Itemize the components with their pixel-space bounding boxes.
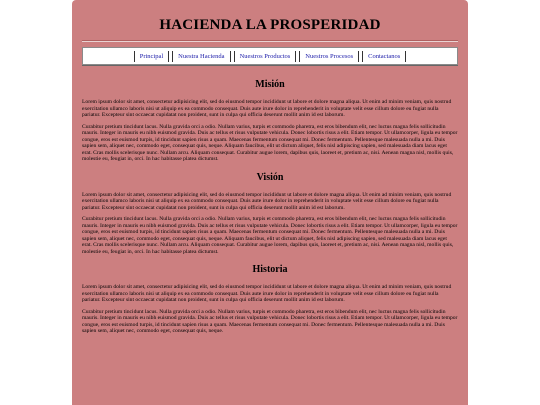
section-paragraph: Lorem ipsum dolor sit amet, consectetur adipisicing elit, sed do eiusmod tempor incididunt ut labore et dolore magna aliqua. Ut enim ad minim veniam, quis nostrud exercitation ullamco laboris nisi ut aliquip ex ea commodo consequat. Duis aute irure dolor in reprehenderit in voluptate velit esse cillum dolore eu fugiat nulla pariatur. Excepteur sint occaecat cupidatat non proident, sunt in culpa qui officia deserunt mollit anim id est laborum. [82, 191, 452, 211]
nav-link-principal[interactable]: Principal [139, 52, 164, 60]
nav-separator [358, 51, 359, 62]
nav-separator [362, 51, 363, 62]
nav-link-contactanos[interactable]: Contactanos [368, 52, 401, 60]
section-vision [82, 172, 458, 256]
main-nav [82, 47, 458, 65]
page-container [72, 0, 468, 405]
title-divider [82, 40, 458, 42]
nav-separator [168, 51, 169, 62]
section-mision [82, 79, 458, 163]
nav-separator [299, 51, 300, 62]
section-paragraph: Lorem ipsum dolor sit amet, consectetur adipisicing elit, sed do eiusmod tempor incididunt ut labore et dolore magna aliqua. Ut enim ad minim veniam, quis nostrud exercitation ullamco laboris nisi ut aliquip ex ea commodo consequat. Duis aute irure dolor in reprehenderit in voluptate velit esse cillum dolore eu fugiat nulla pariatur. Excepteur sint occaecat cupidatat non proident, sunt in culpa qui officia deserunt mollit anim id est laborum. [82, 99, 452, 118]
section-title: Visión [256, 171, 284, 183]
nav-separator [234, 51, 235, 62]
section-paragraph: Curabitur pretium tincidunt lacus. Nulla gravida orci a odio. Nullam varius, turpis et commodo pharetra, est eros bibendum elit, nec luctus magna felis sollicitudin mauris. Integer in mauris eu nibh euismod gravida. Duis ac tellus et risus vulputate vehicula. Donec lobortis risus a elit. Etiam tempor. Ut ullamcorper, ligula eu tempor congue, eros est euismod turpis, id tincidunt sapien risus a quam. Maecenas fermentum consequat mi. Donec fermentum. Pellentesque malesuada nulla a mi. Duis sapien sem, aliquet nec, commodo eget, consequat quis, neque. [82, 308, 458, 334]
nav-link-nuestra-hacienda[interactable]: Nuestra Hacienda [178, 52, 225, 60]
nav-separator [405, 51, 406, 62]
nav-link-nuestros-procesos[interactable]: Nuestros Procesos [305, 52, 354, 60]
nav-separator [295, 51, 296, 62]
site-title: HACIENDA LA PROSPERIDAD [159, 17, 381, 33]
section-title: Historia [252, 264, 288, 275]
main-content [72, 79, 468, 335]
section-historia [82, 264, 458, 335]
nav-separator [134, 51, 135, 62]
nav-link-nuestros-productos[interactable]: Nuestros Productos [239, 52, 291, 60]
nav-separator [172, 51, 173, 62]
section-paragraph: Curabitur pretium tincidunt lacus. Nulla gravida orci a odio. Nullam varius, turpis et commodo pharetra, est eros bibendum elit, nec luctus magna felis sollicitudin mauris. Integer in mauris eu nibh euismod gravida. Duis ac tellus et risus vulputate vehicula. Donec lobortis risus a elit. Etiam tempor. Ut ullamcorper, ligula eu tempor congue, eros est euismod turpis, id tincidunt sapien risus a quam. Maecenas fermentum consequat mi. Donec fermentum. Pellentesque malesuada nulla a mi. Duis sapien sem, aliquet nec, commodo eget, consequat quis, neque. Aliquam faucibus, elit ut dictum aliquet, felis nisl adipiscing sapien, sed malesuada diam lacus eget erat. Cras mollis scelerisque nunc. Nullam arcu. Aliquam consequat. Curabitur augue lorem, dapibus quis, laoreet et, pretium ac, nisi. Aenean magna nisl, mollis quis, molestie eu, feugiat in, orci. In hac habitasse platea dictumst. [82, 123, 458, 162]
section-title: Misión [255, 79, 285, 90]
section-paragraph: Curabitur pretium tincidunt lacus. Nulla gravida orci a odio. Nullam varius, turpis et commodo pharetra, est eros bibendum elit, nec luctus magna felis sollicitudin mauris. Integer in mauris eu nibh euismod gravida. Duis ac tellus et risus vulputate vehicula. Donec lobortis risus a elit. Etiam tempor. Ut ullamcorper, ligula eu tempor congue, eros est euismod turpis, id tincidunt sapien risus a quam. Maecenas fermentum consequat mi. Donec fermentum. Pellentesque malesuada nulla a mi. Duis sapien sem, aliquet nec, commodo eget, consequat quis, neque. Aliquam faucibus, elit ut dictum aliquet, felis nisl adipiscing sapien, sed malesuada diam lacus eget erat. Cras mollis scelerisque nunc. Nullam arcu. Aliquam consequat. Curabitur augue lorem, dapibus quis, laoreet et, pretium ac, nisi. Aenean magna nisl, mollis quis, molestie eu, feugiat in, orci. In hac habitasse platea dictumst. [82, 216, 458, 255]
nav-separator [230, 51, 231, 62]
section-paragraph: Lorem ipsum dolor sit amet, consectetur adipisicing elit, sed do eiusmod tempor incididunt ut labore et dolore magna aliqua. Ut enim ad minim veniam, quis nostrud exercitation ullamco laboris nisi ut aliquip ex ea commodo consequat. Duis aute irure dolor in reprehenderit in voluptate velit esse cillum dolore eu fugiat nulla pariatur. Excepteur sint occaecat cupidatat non proident, sunt in culpa qui officia deserunt mollit anim id est laborum. [82, 284, 452, 303]
